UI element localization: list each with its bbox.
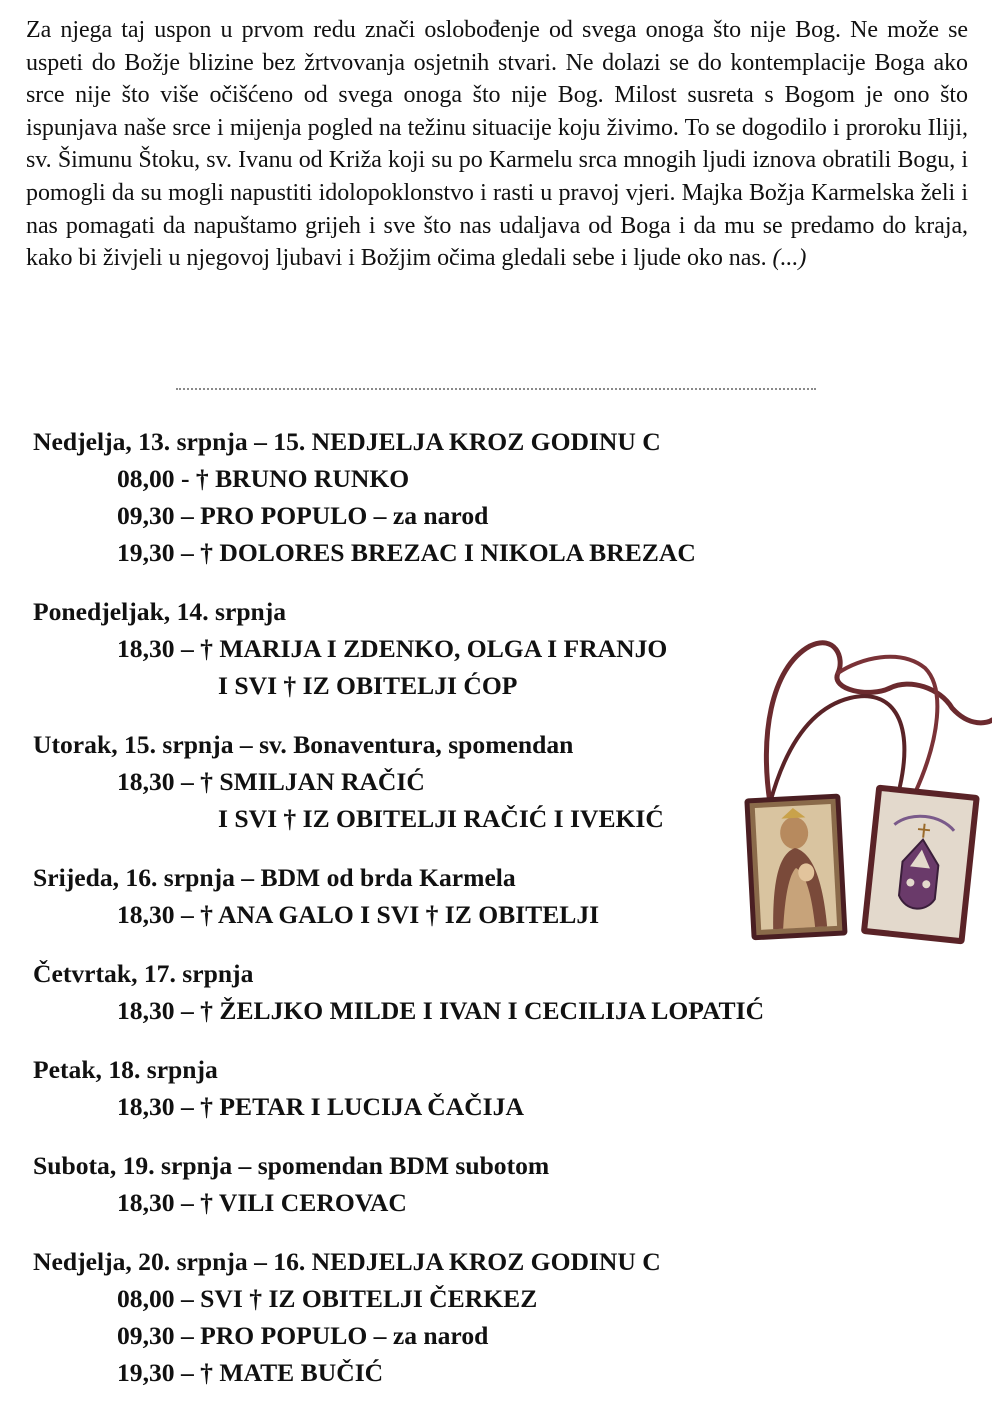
day-block: [33, 1051, 973, 1125]
mass-entry: 18,30 – † SMILJAN RAČIĆ: [117, 767, 425, 796]
mass-entry: 18,30 – † PETAR I LUCIJA ČAČIJA: [117, 1092, 524, 1121]
intro-ellipsis: (...): [772, 245, 807, 272]
mass-entry: 18,30 – † ANA GALO I SVI † IZ OBITELJI: [117, 900, 600, 929]
scapular-cord: [838, 657, 937, 793]
mass-entry-continuation: I SVI † IZ OBITELJI ĆOP: [218, 671, 518, 700]
day-block: [33, 955, 973, 1029]
mass-entry: 19,30 – † DOLORES BREZAC I NIKOLA BREZAC: [117, 538, 696, 567]
day-block: [33, 423, 973, 571]
mass-entry-continuation: I SVI † IZ OBITELJI RAČIĆ I IVEKIĆ: [218, 804, 664, 833]
mass-entry: 18,30 – † MARIJA I ZDENKO, OLGA I FRANJO: [117, 634, 668, 663]
day-title: Srijeda, 16. srpnja – BDM od brda Karmela: [33, 863, 516, 892]
mass-entry: 09,30 – PRO POPULO – za narod: [117, 1321, 489, 1350]
scapular-panel-left: [744, 794, 847, 941]
day-title: Nedjelja, 13. srpnja – 15. NEDJELJA KROZ GODINU C: [33, 427, 661, 456]
intro-text: Za njega taj uspon u prvom redu znači oslobođenje od svega onoga što nije Bog. Ne može se uspeti do Božje blizine bez žrtvovanja osjetnih stvari. Ne dolazi se do kontemplacije Boga ako srce nije što više očišćeno od svega onoga što nije Bog. Milost susreta s Bogom je ono što ispunjava naše srce i mijenja pogled na težinu situacije koju živimo. To se dogodilo i proroku Iliji, sv. Šimunu Štoku, sv. Ivanu od Križa koji su po Karmelu srca mnogih ljudi iznova obratili Bogu, i pomogli da su mogli napustiti idolopoklonstvo i rasti u pravoj vjeri. Majka Božja Karmelska želi i nas pomagati da napuštamo grijeh i sve što nas udaljava od Boga i da mu se predamo do kraja, kako bi živjeli u njegovoj ljubavi i Božjim očima gledali sebe i ljude oko nas.: [26, 17, 968, 272]
day-block: [33, 1243, 973, 1391]
day-title: Subota, 19. srpnja – spomendan BDM subotom: [33, 1151, 550, 1180]
mass-entry: 08,00 - † BRUNO RUNKO: [117, 464, 410, 493]
mass-entry: 18,30 – † ŽELJKO MILDE I IVAN I CECILIJA LOPATIĆ: [117, 996, 765, 1025]
day-title: Nedjelja, 20. srpnja – 16. NEDJELJA KROZ GODINU C: [33, 1247, 661, 1276]
day-block: [33, 1147, 973, 1221]
day-title: Petak, 18. srpnja: [33, 1055, 218, 1084]
day-title: Ponedjeljak, 14. srpnja: [33, 597, 287, 626]
scapular-panel-right: [861, 784, 980, 944]
scapular-cord: [766, 643, 992, 803]
section-divider: [176, 388, 816, 390]
mass-entry: 08,00 – SVI † IZ OBITELJI ČERKEZ: [117, 1284, 538, 1313]
mass-entry: 18,30 – † VILI CEROVAC: [117, 1188, 407, 1217]
mass-entry: 09,30 – PRO POPULO – za narod: [117, 501, 489, 530]
day-title: Četvrtak, 17. srpnja: [33, 959, 254, 988]
brown-scapular-image: [740, 628, 992, 948]
intro-paragraph: [26, 14, 968, 275]
day-title: Utorak, 15. srpnja – sv. Bonaventura, spomendan: [33, 730, 574, 759]
mass-entry: 19,30 – † MATE BUČIĆ: [117, 1358, 384, 1387]
